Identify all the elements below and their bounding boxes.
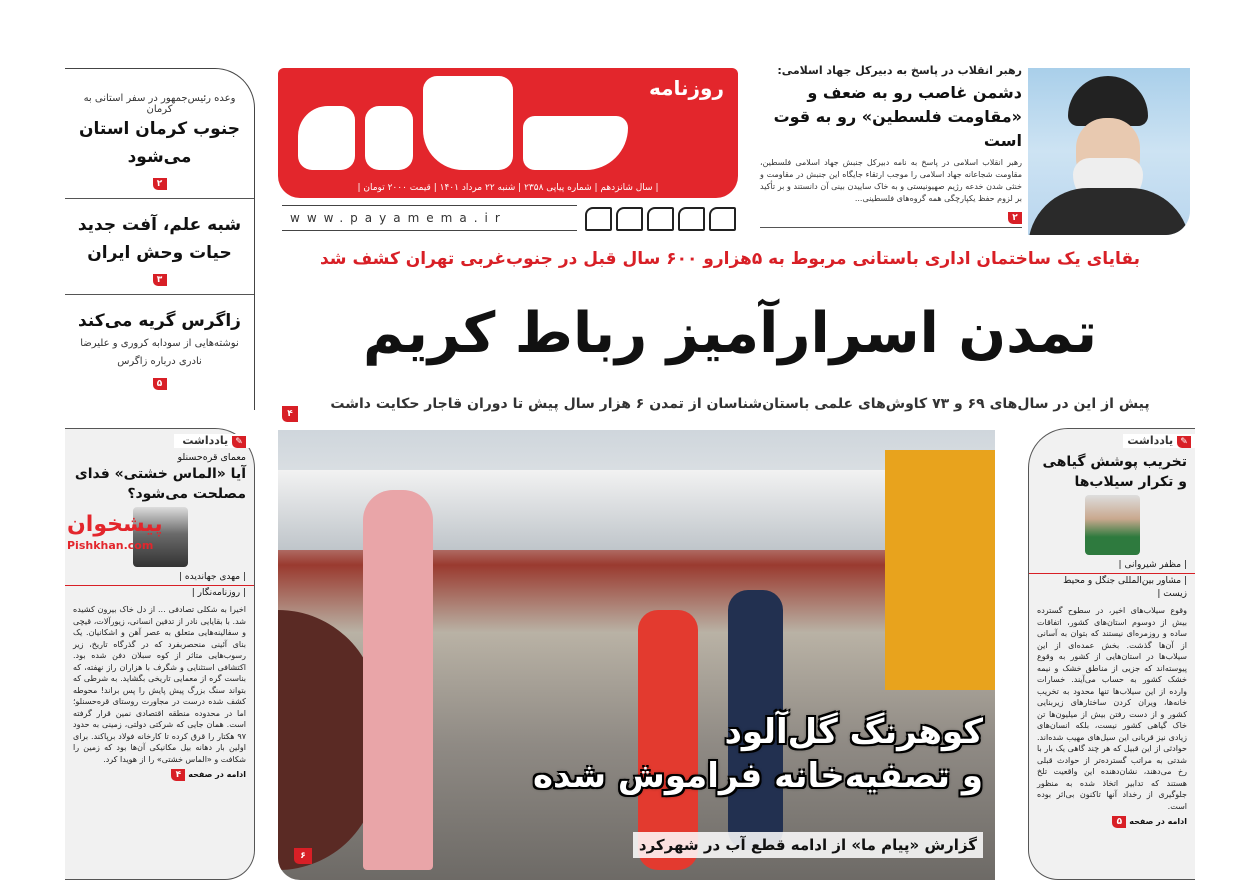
leader-photo	[1028, 68, 1190, 235]
teaser-zagros[interactable]	[65, 307, 254, 390]
teaser-kerman[interactable]	[65, 93, 254, 190]
page-badge: ۵	[153, 378, 167, 390]
logo	[298, 76, 628, 170]
page-badge: ۲	[1008, 212, 1022, 224]
left-top-column	[65, 68, 255, 410]
photo-subtitle: گزارش «پیام ما» از ادامه قطع آب در شهرکرد	[633, 832, 983, 858]
page-badge: ۶	[294, 848, 312, 864]
photo-title: کوهرنگ گل‌آلود و تصفیه‌خانه فراموش شده	[532, 712, 983, 796]
page-badge: ۴	[282, 406, 298, 422]
opinion-body: وقوع سیلاب‌های اخیر، در سطوح گسترده بیش از دوسوم استان‌های کشور، اتفاقات ساده و روزمره‌ای نیستند که بتوان به آسانی از آن‌ها گذشت. بخش عمده‌ای از این سیلاب‌ها در استان‌هایی از کشور به وقوع پیوسته‌اند که جزیی از مناطق خشک و نیمه خشک کشور به حساب می‌آیند. خسارات وارده از این سیلاب‌ها تنها محدود به تخریب خانه‌ها، ویران کردن ساختارهای زیربنایی کشور و از دست رفتن بیش از میلیون‌ها تن خاک گیاهی کشور نیست، بلکه انسان‌های زیادی نیز قربانی این سیل‌های مهیب شده‌اند. حوادثی از این قبیل که هر چند گاهی یک بار با شدتی به مراتب گسترده‌تر از حوادث قبلی رخ می‌دهند، نشان‌دهنده این واقعیت تلخ هستند که تدابیر اتخاذ شده به منظور جلوگیری از رخداد آنها تاکنون بی‌اثر بوده است.	[1037, 606, 1187, 811]
author-role: | مشاور بین‌المللی جنگل و محیط زیست |	[1063, 576, 1187, 599]
section-label: ✎ یادداشت	[174, 434, 254, 448]
page-badge: ۳	[153, 274, 167, 286]
opinion-body: اخیرا به شکلی تصادفی ... از دل خاک بیرون کشیده شد. با بقایایی نادر از تدفین انسانی، زیورآلات، قیچی و سفالینه‌هایی متعلق به عصر آهن و اشکانیان. یک بنای آئینی منحصربفرد که در گذرگاه تاریخ، زیر رسوب‌هایی متاثر از کوه سبلان دفن شده بود. اکتشافی استثنایی و شگرف با هزاران راز نهفته، که بناست گره از معمایی تاریخی بگشاید. به شرطی که بتواند سنگ بزرگ پیش پایش را پس براند! محوطه کشف شده درست در مجاورت روستای قره‌حسنلو؛ اما در محدوده منطقه اقتصادی نمین قرار گرفته است. همان جایی که شرکتی دولتی، زمینی به حدود ۹۷ هکتار را قرق کرده تا کارخانه فولاد برپاکند. برای اولین بار دهانه بیل مکانیکی آن‌ها بود که زمین را شکافت و «الماس خشتی» را از هویدا کرد.	[73, 605, 246, 764]
opinion-kicker: معمای قره‌حسنلو	[177, 452, 246, 463]
continue-link[interactable]: ادامه در صفحه ۴	[65, 768, 254, 781]
author-photo	[1085, 495, 1140, 555]
logo-boxes	[585, 207, 736, 231]
page-badge: ۲	[153, 178, 167, 190]
teaser-wildlife[interactable]	[65, 211, 254, 286]
continue-link[interactable]: ادامه در صفحه ۵	[1029, 815, 1195, 828]
author-name: | مظفر شیروانی |	[1029, 558, 1195, 574]
divider	[65, 198, 254, 199]
teaser-title: شبه علم، آفت جدید حیات وحش ایران	[77, 215, 242, 263]
main-headline[interactable]: تمدن اسرارآمیز رباط کریم	[362, 301, 1098, 366]
main-kicker: بقایای یک ساختمان اداری باستانی مربوط به ۵هزارو ۶۰۰ سال قبل در جنوب‌غربی تهران کشف شد	[319, 249, 1140, 269]
main-photo[interactable]	[278, 430, 995, 880]
author-role: | روزنامه‌نگار |	[191, 588, 246, 598]
issue-info: | سال شانزدهم | شماره پیاپی ۲۳۵۸ | شنبه ۲۲ مرداد ۱۴۰۱ | قیمت ۲۰۰۰ تومان |	[357, 183, 659, 193]
masthead-label: روزنامه	[649, 76, 724, 100]
website-link[interactable]: www.payamema.ir	[282, 205, 577, 231]
author-row	[65, 507, 254, 567]
teaser-sub: نوشته‌هایی از سودابه کروری و علیرضا نادری درباره زاگرس	[80, 338, 239, 367]
masthead	[278, 68, 738, 198]
teaser-title: زاگرس گریه می‌کند	[78, 311, 241, 331]
author-row	[1029, 495, 1195, 555]
lead-body: رهبر انقلاب اسلامی در پاسخ به نامه دبیرکل جنبش جهاد اسلامی فلسطین، مقاومت شجاعانه جهاد اسلامی را موجب ارتقاء جایگاه این جنبش در مقاومت و خنثی شدن خدعه رژیم صهیونیستی و به خاک ساییدن بینی آن دانستند و بر تأکید بر لزوم حفظ یکپارچگی همه گروه‌های فلسطینی...	[760, 158, 1022, 203]
teaser-title: جنوب کرمان استان می‌شود	[78, 119, 241, 167]
teaser-kicker: وعده رئیس‌جمهور در سفر استانی به کرمان	[83, 93, 236, 115]
lead-kicker: رهبر انقلاب در پاسخ به دبیرکل جهاد اسلامی:	[777, 64, 1022, 77]
opinion-title: آیا «الماس خشتی» فدای مصلحت می‌شود؟	[74, 466, 246, 502]
divider	[65, 294, 254, 295]
author-name: | مهدی جهاندیده |	[65, 570, 254, 586]
lead-story[interactable]	[760, 64, 1022, 228]
note-icon: ✎	[232, 436, 246, 448]
right-opinion[interactable]	[1028, 428, 1195, 880]
lead-title: دشمن غاصب رو به ضعف و «مقاومت فلسطین» رو به قوت است	[773, 83, 1022, 150]
main-deck: پیش از این در سال‌های ۶۹ و ۷۳ کاوش‌های علمی باستان‌شناسان از تمدن ۶ هزار سال پیش تا دوران قاجار حکایت داشت	[330, 396, 1150, 412]
watermark: پیشخوان Pishkhan.com	[67, 512, 163, 552]
note-icon: ✎	[1177, 436, 1191, 448]
section-label: ✎ یادداشت	[1123, 434, 1195, 448]
divider	[760, 227, 1022, 228]
opinion-title: تخریب پوشش گیاهی و تکرار سیلاب‌ها	[1042, 454, 1187, 490]
left-opinion[interactable]	[65, 428, 255, 880]
